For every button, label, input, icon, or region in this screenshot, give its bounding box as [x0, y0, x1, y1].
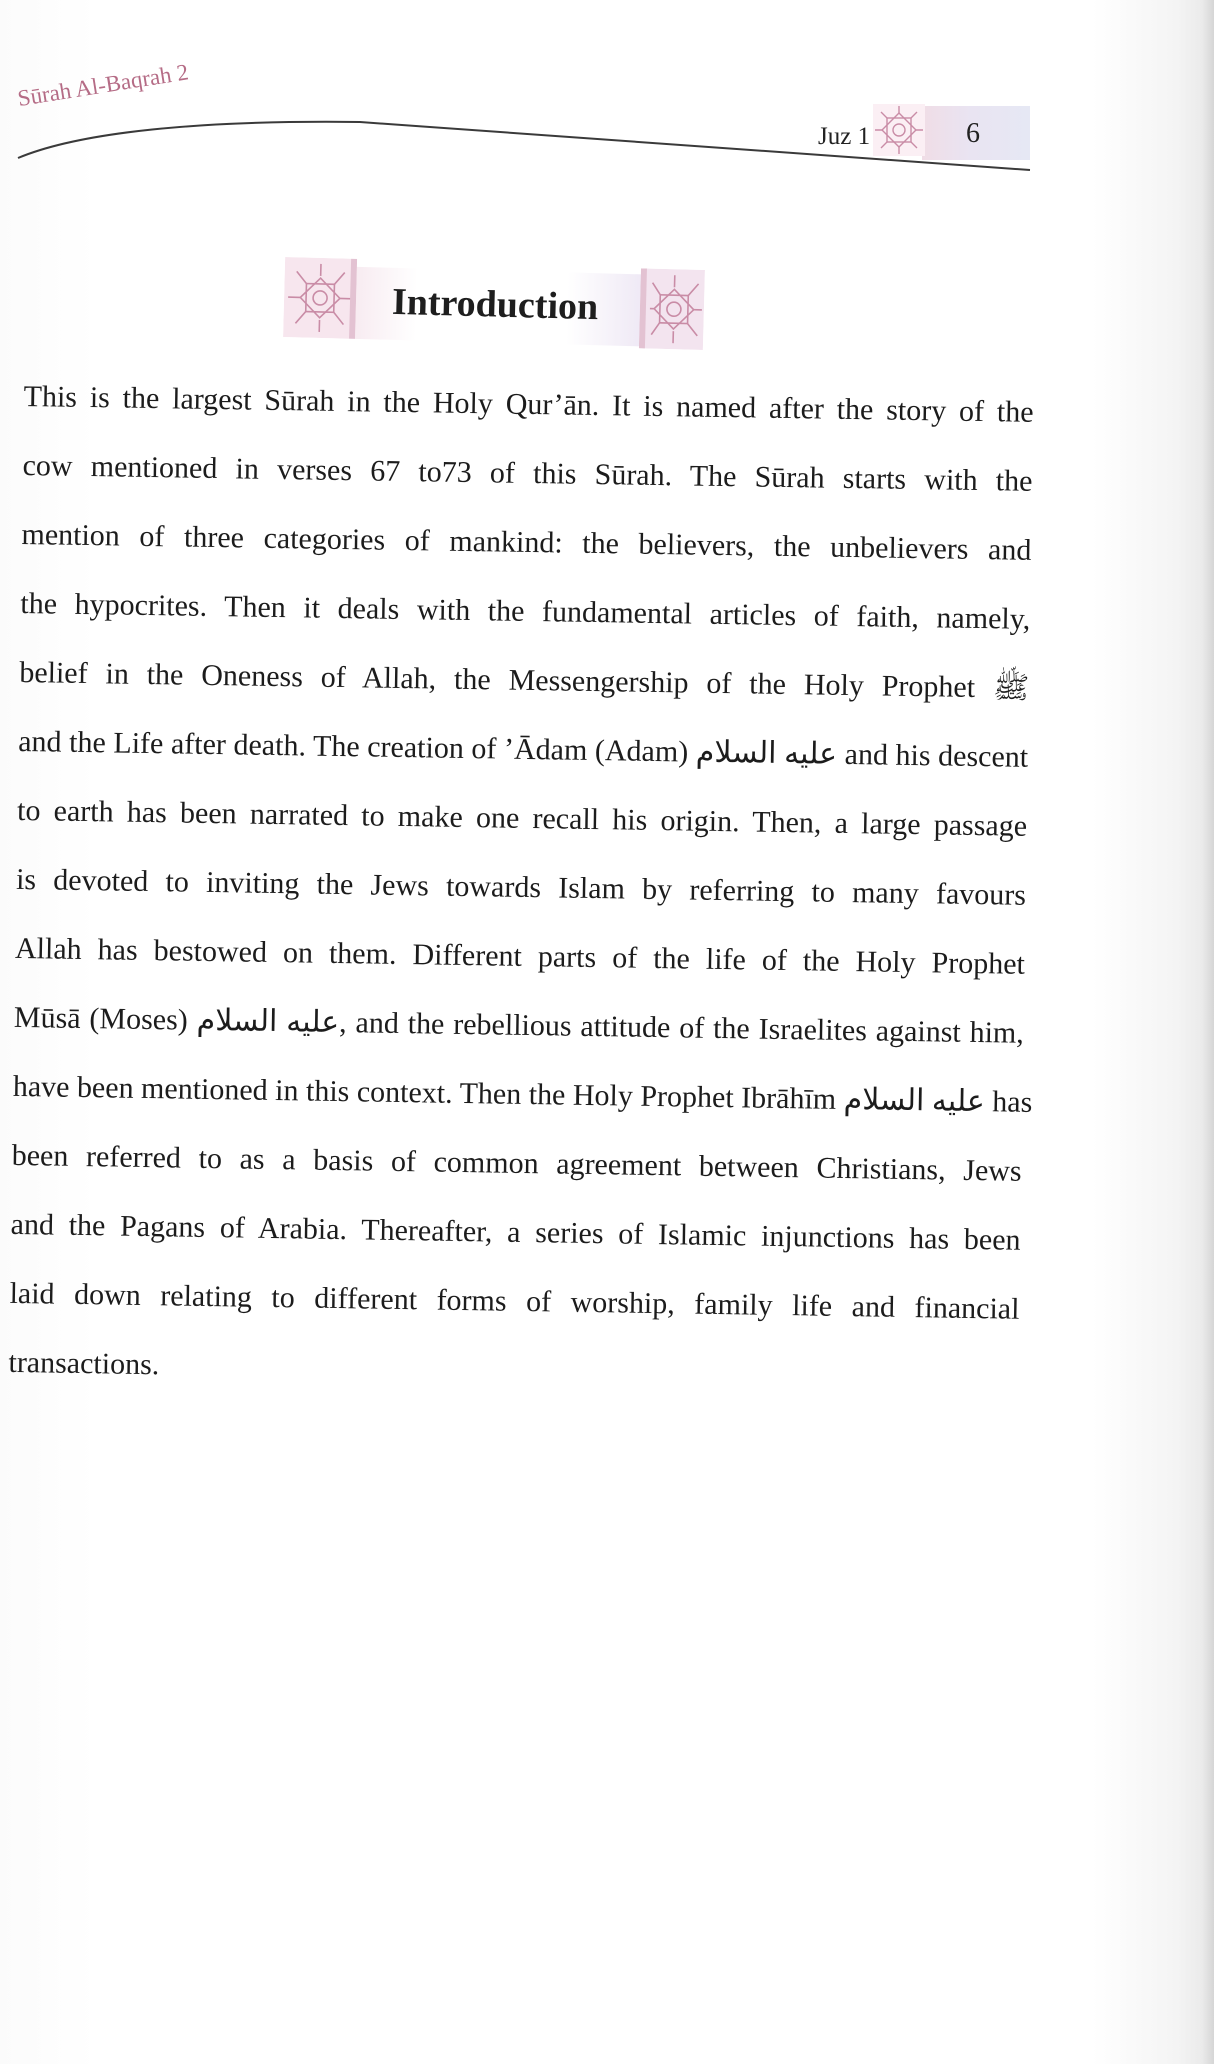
header-ornament-icon — [873, 104, 925, 156]
text-line: Mūsā (Moses) عليه السلام, and the rebellious attitude of the Israelites against him, — [13, 1000, 1025, 1050]
text-line: mention of three categories of mankind: the believers, the unbelievers and — [21, 517, 1032, 567]
text-line: to earth has been narrated to make one recall his origin. Then, a large passage — [16, 793, 1028, 843]
text-line: belief in the Oneness of Allah, the Messengership of the Holy Prophet ﷺ — [19, 655, 1030, 705]
text-line: cow mentioned in verses 67 to73 of this Sūrah. The Sūrah starts with the — [22, 448, 1033, 498]
text-line: This is the largest Sūrah in the Holy Qur’ān. It is named after the story of the — [23, 379, 1034, 429]
text-line: laid down relating to different forms of worship, family life and financial — [9, 1276, 1020, 1326]
text-line: the hypocrites. Then it deals with the fundamental articles of faith, namely, — [20, 586, 1031, 636]
header-rule — [0, 0, 1214, 200]
section-heading: Introduction — [391, 280, 599, 329]
text-line: have been mentioned in this context. Then the Holy Prophet Ibrāhīm عليه السلام has — [12, 1069, 1033, 1119]
running-title: Sūrah Al-Baqrah 2 — [15, 59, 191, 112]
text-line-last: transactions. — [8, 1345, 160, 1382]
text-line: and the Life after death. The creation of ’Ādam (Adam) عليه السلام and his descent — [17, 724, 1029, 774]
page-edge-shadow — [1202, 0, 1214, 2064]
juz-label: Juz 1 — [818, 123, 871, 150]
left-ornament-icon — [283, 257, 357, 339]
text-line: is devoted to inviting the Jews towards Islam by referring to many favours — [15, 862, 1027, 912]
text-line: been referred to as a basis of common agreement between Christians, Jews — [11, 1138, 1022, 1188]
right-ornament-icon — [639, 268, 705, 350]
body-text — [8, 376, 1034, 1427]
text-line: Allah has bestowed on them. Different parts of the life of the Holy Prophet — [14, 931, 1026, 981]
page-number: 6 — [966, 118, 980, 149]
section-heading-banner — [283, 255, 705, 358]
text-line: and the Pagans of Arabia. Thereafter, a series of Islamic injunctions has been — [10, 1207, 1021, 1257]
